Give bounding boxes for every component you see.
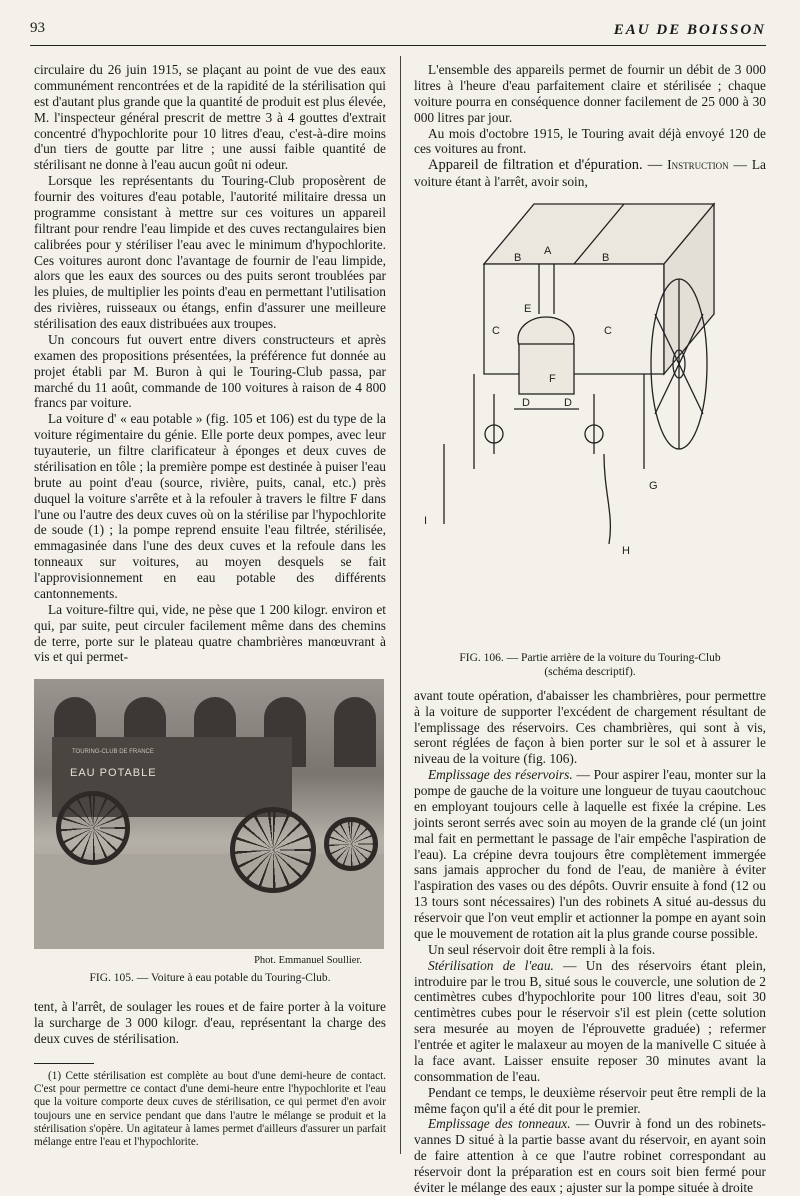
cart-sub-label: TOURING-CLUB DE FRANCE <box>72 749 154 756</box>
label-G: G <box>649 480 658 493</box>
figure-106-diagram <box>414 194 766 646</box>
paragraph <box>414 767 766 942</box>
paragraph: Un seul réservoir doit être rempli à la fois. <box>428 941 656 957</box>
label-H: H <box>622 545 630 558</box>
paragraph: tent, à l'arrêt, de soulager les roues et de faire porter à la voiture la surcharge de 3 000 kilogr. d'eau, représentant la charge des deux cuves de stérilisation. <box>34 999 386 1047</box>
label-B: B <box>514 252 522 265</box>
filter-F <box>519 344 574 394</box>
paragraph-text: — Pour aspirer l'eau, monter sur la pompe de gauche de la voiture une longueur de tuyau caoutchouc en employant toujours celle à laquelle est fixée la crépine. Les joints seront serrés avec soin au moyen de la grande clé (un joint mal fait en permettant le passage de l'air empêche l'aspiration de l'eau). La crépine devra toujours être complètement immergée sans jamais approcher du fond de l'eau, de manière à éviter l'aspiration des vases ou des dépôts. Ouvrir ensuite à fond (12 ou 13 tours sont nécessaires) l'un des robinets A situé au-dessus du réservoir que l'on veut emplir et actionner la pompe en ayant soin que le mouvement de rotation ait la plus grande course possible. <box>414 767 767 941</box>
label-A: A <box>544 245 552 258</box>
column-rule <box>400 56 401 1154</box>
wheel <box>56 791 130 865</box>
paragraph: circulaire du 26 juin 1915, se plaçant au point de vue des eaux communément rencontrées et de la rapidité de la stérilisation qui est d'autant plus grande que la quantité de produit est plus élevée, M. l'inspecteur général prescrit de mettre 3 à 4 gouttes d'extrait concentré d'hypochlorite pour 10 litres d'eau, c'est-à-dire moins d'un tiers de goutte par litre ; une aussi faible quantité de stérilisant ne donne à l'eau aucun goût ni odeur. <box>34 62 386 173</box>
paragraph: La voiture-filtre qui, vide, ne pèse que 1 200 kilogr. environ et qui, par suite, peut circuler facilement même dans des chemins de terre, porte sur le plateau quatre chambrières manœuvrant à vis et qui permet- <box>34 601 386 665</box>
wheel <box>324 817 378 871</box>
section-heading <box>414 157 766 190</box>
figure-caption <box>414 652 766 680</box>
footnote-rule <box>34 1063 94 1064</box>
cart-label: EAU POTABLE <box>70 767 157 780</box>
label-C: C <box>604 325 612 338</box>
section-heading-lead: — La voiture étant à l'arrêt, avoir soin, <box>414 157 766 190</box>
paragraph: Un concours fut ouvert entre divers constructeurs et après examen des propositions présentées, la préférence fut donnée au projet établi par M. Buron à qui le Touring-Club passa, par marché du 11 août, commande de 100 voitures à raison de 4 800 francs par voiture. <box>34 331 386 411</box>
section-heading-small: Instruction <box>667 157 729 173</box>
label-B: B <box>602 252 610 265</box>
subheading: Stérilisation de l'eau. <box>428 957 554 973</box>
header-rule <box>30 45 766 46</box>
paragraph: Lorsque les représentants du Touring-Club proposèrent de fournir des voitures d'eau potable, l'autorité militaire dressa un programme consistant à mettre sur ces voitures un appareil filtrant pour rendre l'eau limpide et des cuves rectangulaires bien calibrées pour y stériliser l'eau avec le minimum d'hypochlorite. Ces voitures auront donc l'avantage de fournir de l'eau limpide, alors que les eaux des sources ou des puits seront troublées par les pluies, de multiplier les points d'eau en permettant l'utilisation des rivières, ruisseaux ou étangs, enfin d'assurer une meilleure stérilisation des eaux distribuées aux troupes. <box>34 173 386 331</box>
paragraph: Pendant ce temps, le deuxième réservoir peut être rempli de la même façon qu'il a été dit pour le premier. <box>414 1084 766 1116</box>
subheading: Emplissage des réservoirs. <box>428 767 573 783</box>
paragraph: Au mois d'octobre 1915, le Touring avait déjà envoyé 120 de ces voitures au front. <box>414 125 766 157</box>
paragraph: avant toute opération, d'abaisser les chambrières, pour permettre à la voiture de supporter l'excédent de chargement résultant de l'emplissage des réservoirs. Ces chambrières, qui sont à vis, seront réglées de façon à bien porter sur le sol et à assurer le niveau de la voiture (fig. 106). <box>414 687 766 767</box>
photo-credit: Phot. Emmanuel Soullier. <box>254 955 362 967</box>
label-C: C <box>492 325 500 338</box>
label-E: E <box>524 303 532 316</box>
paragraph: La voiture d' « eau potable » (fig. 105 et 106) est du type de la voiture régimentaire du génie. Elle porte deux pompes, avec leur tuyauterie, un filtre clarificateur à éponges et deux cuves de stérilisation en tôle ; la première pompe est destinée à puiser l'eau brute au point d'eau (source, rivière, puits, canal, etc.) près duquel la voiture s'arrête et à la refouler à travers le filtre F dans l'une ou l'autre des deux cuves où on la stérilise par l'hypochlorite de soude (1) ; la pompe reprend ensuite l'eau filtrée, stérilisée, emmagasinée dans l'une des deux cuves et la refoule dans les tonneaux sur voitures, au moyen desquels se fait l'approvisionnement en eau potable des différents cantonnements. <box>34 411 386 601</box>
wheel <box>230 807 316 893</box>
left-column <box>34 62 386 1149</box>
label-I: I <box>424 515 428 528</box>
label-D: D <box>522 397 530 410</box>
paragraph <box>414 1116 766 1195</box>
label-F: F <box>549 373 556 386</box>
label-D: D <box>564 397 572 410</box>
paragraph <box>414 958 766 1085</box>
hose <box>444 444 610 544</box>
figure-105 <box>34 679 386 985</box>
figure-caption: FIG. 105. — Voiture à eau potable du Touring-Club. <box>89 971 331 984</box>
figure-caption-line: (schéma descriptif). <box>544 665 636 678</box>
ground <box>34 854 384 949</box>
subheading: Emplissage des tonneaux. <box>428 1116 571 1132</box>
arch <box>334 697 376 767</box>
photo-water-cart <box>34 679 384 949</box>
figure-caption-line: FIG. 106. — Partie arrière de la voiture du Touring-Club <box>459 652 721 665</box>
section-heading-title: Appareil de filtration et d'épuration. — <box>428 157 663 174</box>
paragraph-text: — Ouvrir à fond un des robinets-vannes D situé à la partie basse avant du réservoir, en ayant soin de faire attention à ce que l'autre robinet correspondant au réservoir dont la préparation est en cours soit bien fermé pour éviter le mélange des eaux ; ajuster sur la pompe située à droite <box>414 1116 766 1195</box>
page-number: 93 <box>30 20 45 36</box>
right-column <box>414 62 766 1196</box>
footnote: (1) Cette stérilisation est complète au bout d'une demi-heure de contact. C'est pour permettre ce contact d'une demi-heure entre l'hypochlorite et l'eau que la voiture comporte deux cuves de stérilisation, ce qui permet d'en avoir toujours une en service pendant que dans l'autre le mélange se produit et la stérilisation s'opère. Un agitateur à lames permet d'ailleurs d'assurer un parfait mélange entre l'eau et l'hypochlorite. <box>34 1069 386 1149</box>
paragraph: L'ensemble des appareils permet de fournir un débit de 3 000 litres à l'heure d'eau parfaitement claire et stérilisée ; chaque voiture pourra en conséquence donner facilement de 25 000 à 30 000 litres par jour. <box>414 62 766 125</box>
pipe <box>494 394 594 454</box>
running-title: EAU DE BOISSON <box>613 22 766 38</box>
paragraph-text: — Un des réservoirs étant plein, introduire par le trou B, situé sous le couvercle, une solution de 2 centimètres cubes d'hypochlorite pour 100 litres d'eau, soit 30 centimètres cubes pour le réservoir s'il est plein (cette solution sera mesurée au moyen de l'éprouvette graduée) ; refermer l'entrée et agiter le malaxeur au moyen de la manivelle C située à la face avant. Laisser ensuite reposer 30 minutes avant la consommation de l'eau. <box>414 957 766 1084</box>
